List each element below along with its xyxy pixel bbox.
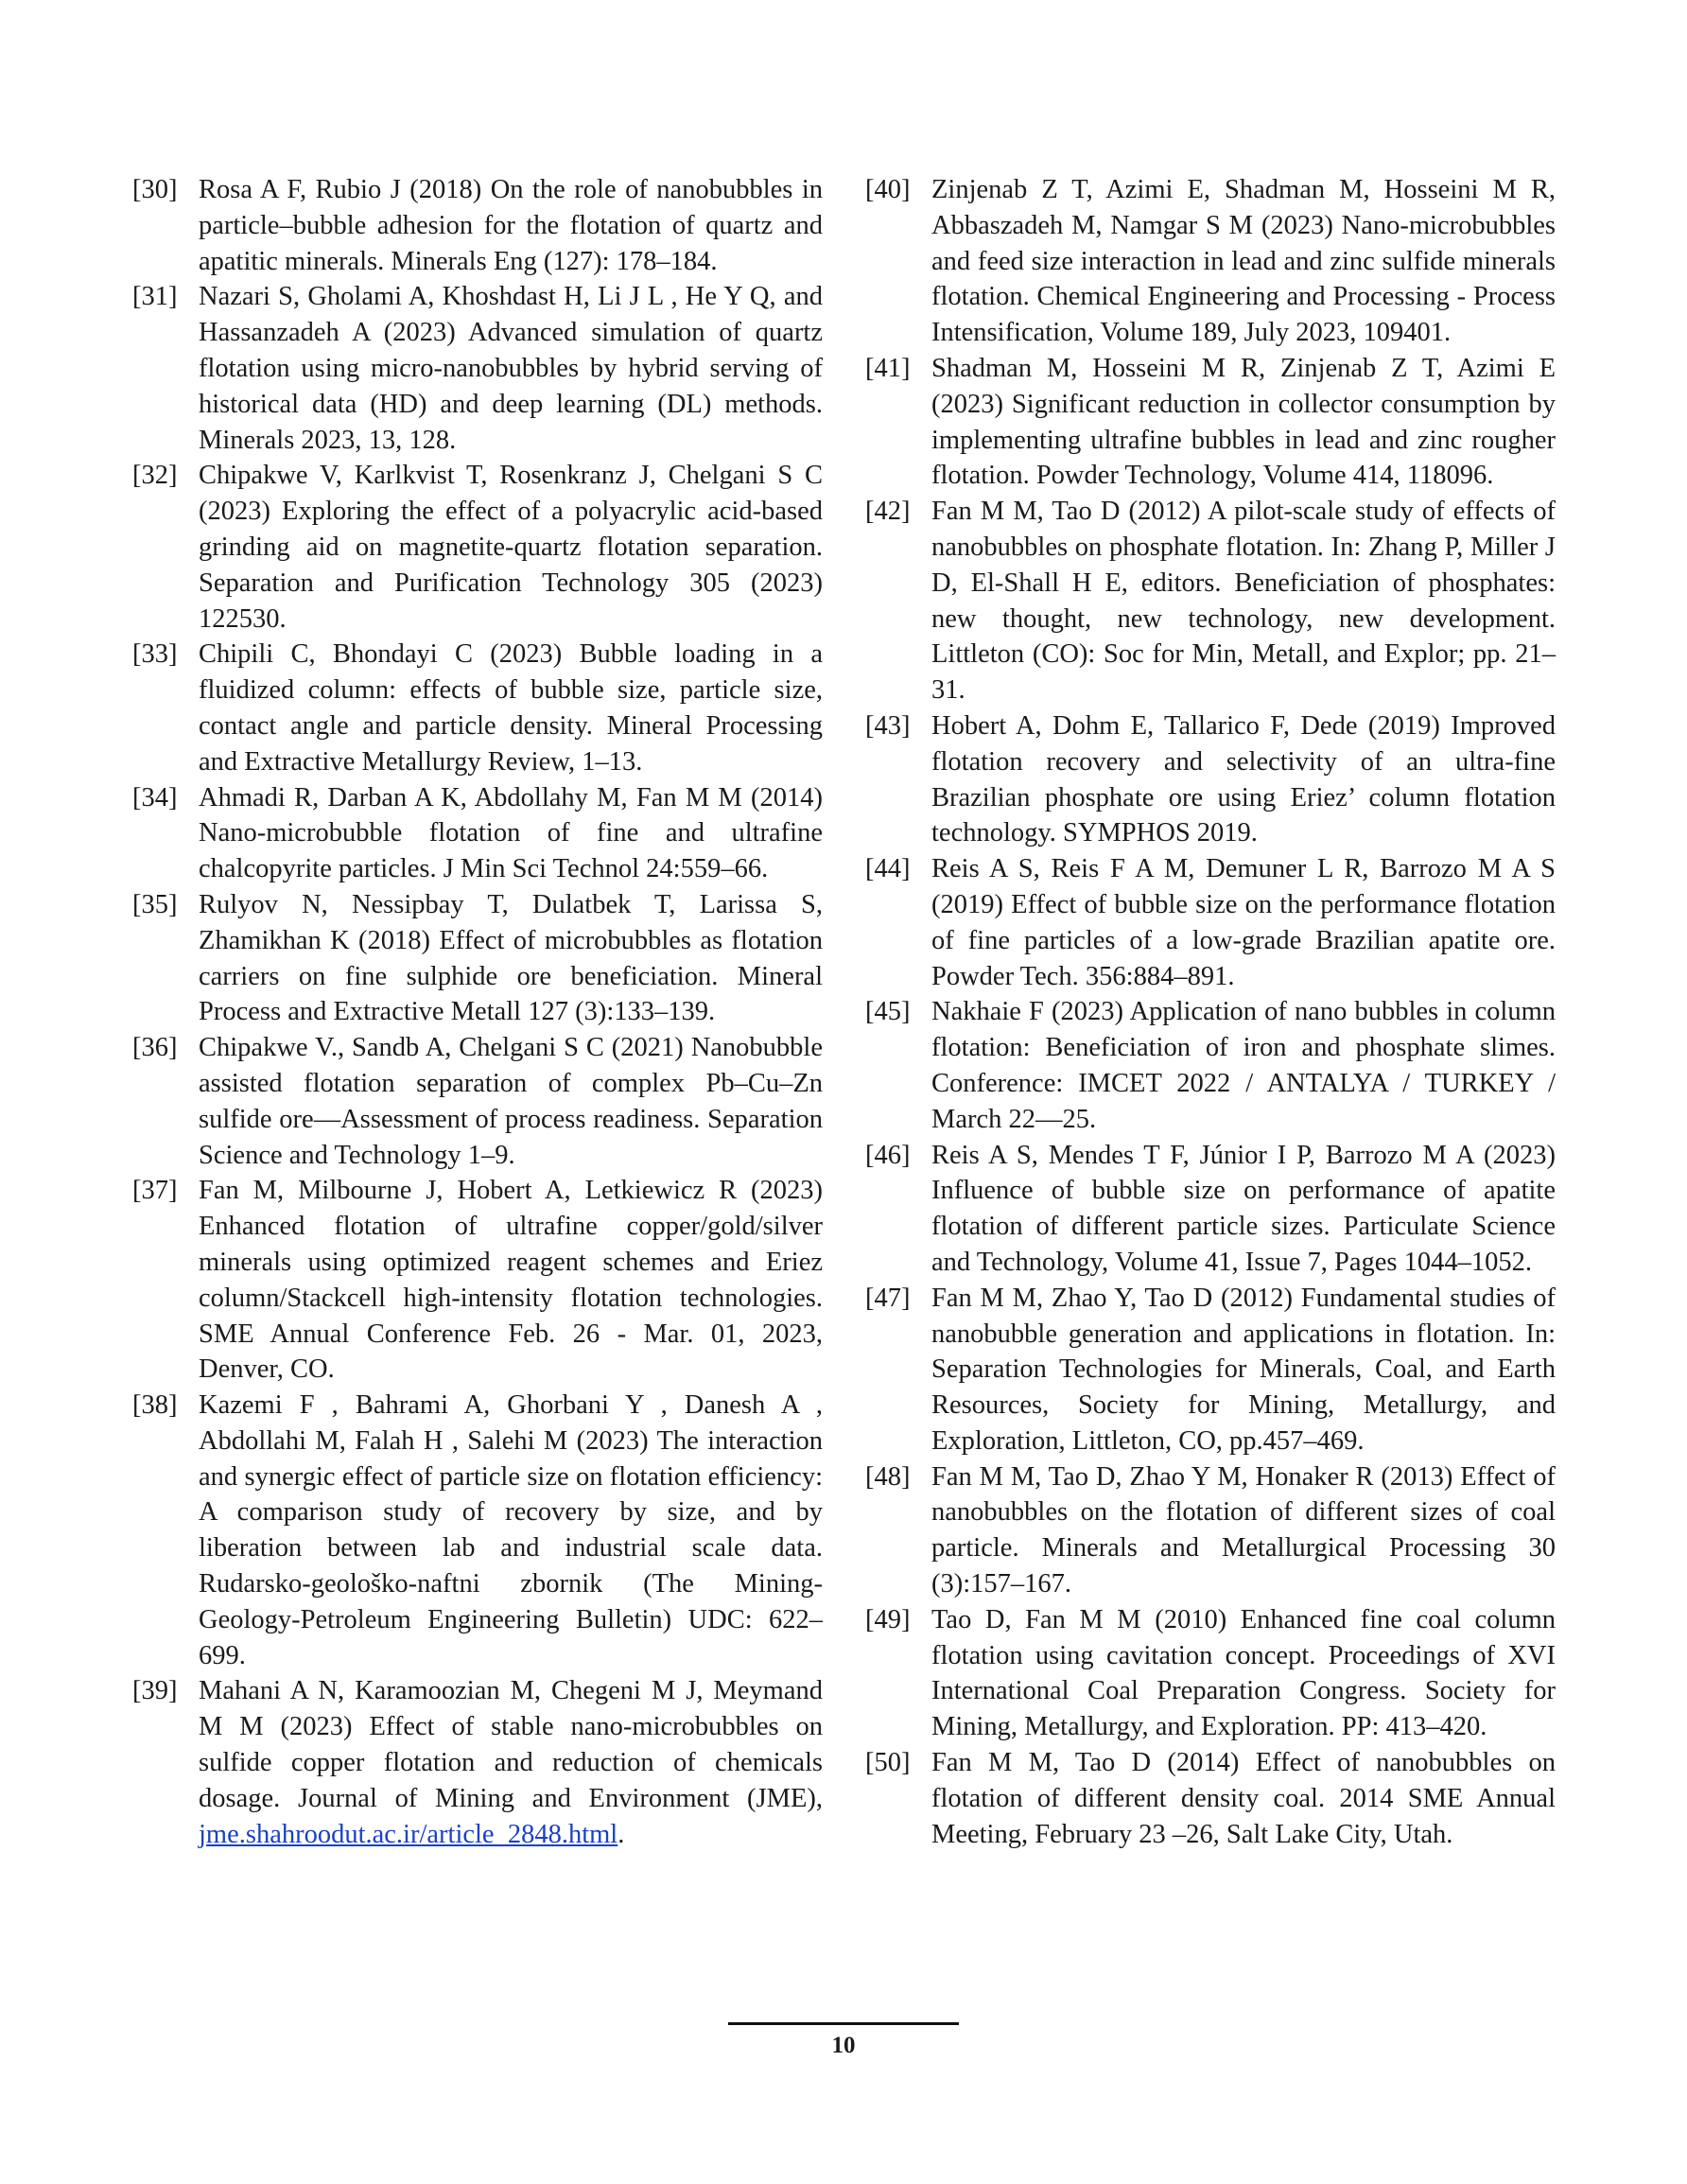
reference-link[interactable]: jme.shahroodut.ac.ir/article_2848.html (199, 1819, 618, 1849)
reference-number: [47] (865, 1283, 911, 1313)
page-number: 10 (831, 2033, 856, 2058)
reference-text: Fan M M, Tao D (2012) A pilot-scale study of effects of nanobubbles on phosphate flotation. In: Zhang P, Miller J D, El-Shall H E, editors. Beneficiation of phosphates: new thought, new technology, new development. Littleton (CO): Soc for Min, Metall, and Explor; pp. 21–31. (931, 497, 1556, 706)
reference-text: Fan M, Milbourne J, Hobert A, Letkiewicz R (2023) Enhanced flotation of ultrafine copper/gold/silver minerals using optimized reagent schemes and Eriez column/Stackcell high-intensity flotation technologies. SME Annual Conference Feb. 26 - Mar. 01, 2023, Denver, CO. (199, 1176, 823, 1385)
reference-number: [31] (132, 282, 178, 312)
reference-text: Kazemi F , Bahrami A, Ghorbani Y , Danesh A , Abdollahi M, Falah H , Salehi M (2023) The interaction and synergic effect of particle size on flotation efficiency: A comparison study of recovery by size, and by liberation between lab and industrial scale data. Rudarsko-geološko-naftni zbornik (The Mining-Geology-Petroleum Engineering Bulletin) UDC: 622–699. (199, 1390, 823, 1670)
reference-item (865, 1281, 1556, 1459)
reference-text: Ahmadi R, Darban A K, Abdollahy M, Fan M M (2014) Nano-microbubble flotation of fine and ultrafine chalcopyrite particles. J Min Sci Technol 24:559–66. (199, 782, 823, 884)
reference-item (865, 994, 1556, 1137)
reference-item (132, 1673, 823, 1852)
reference-text (199, 1673, 823, 1852)
reference-number: [39] (132, 1676, 178, 1706)
reference-item (865, 1602, 1556, 1745)
reference-text: Nazari S, Gholami A, Khoshdast H, Li J L , He Y Q, and Hassanzadeh A (2023) Advanced simulation of quartz flotation using micro-nanobubbles by hybrid serving of historical data (HD) and deep learning (DL) methods. Minerals 2023, 13, 128. (199, 282, 823, 455)
reference-item (132, 887, 823, 1030)
reference-item (132, 780, 823, 887)
reference-item (865, 351, 1556, 494)
reference-item (132, 1388, 823, 1673)
reference-number: [37] (132, 1176, 178, 1206)
reference-number: [36] (132, 1033, 178, 1063)
reference-item (132, 1030, 823, 1173)
reference-text: Reis A S, Reis F A M, Demuner L R, Barrozo M A S (2019) Effect of bubble size on the performance flotation of fine particles of a low-grade Brazilian apatite ore. Powder Tech. 356:884–891. (931, 854, 1556, 991)
reference-text: Fan M M, Tao D (2014) Effect of nanobubbles on flotation of different density coal. 2014 SME Annual Meeting, February 23 –26, Salt Lake City, Utah. (931, 1748, 1556, 1849)
reference-item (865, 494, 1556, 708)
reference-item (132, 279, 823, 458)
reference-item (865, 851, 1556, 994)
reference-number: [48] (865, 1461, 911, 1492)
reference-number: [33] (132, 639, 178, 670)
reference-text: Fan M M, Tao D, Zhao Y M, Honaker R (2013) Effect of nanobubbles on the flotation of different sizes of coal particle. Minerals and Metallurgical Processing 30 (3):157–167. (931, 1461, 1556, 1599)
reference-text: Fan M M, Zhao Y, Tao D (2012) Fundamental studies of nanobubble generation and applications in flotation. In: Separation Technologies for Minerals, Coal, and Earth Resources, Society for Mining, Metallurgy, and Exploration, Littleton, CO, pp.457–469. (931, 1283, 1556, 1456)
reference-item (132, 1173, 823, 1388)
reference-item (132, 458, 823, 637)
reference-number: [40] (865, 175, 911, 204)
reference-number: [35] (132, 889, 178, 919)
reference-number: [44] (865, 854, 911, 884)
reference-item (865, 708, 1556, 851)
reference-text: Tao D, Fan M M (2010) Enhanced fine coal column flotation using cavitation concept. Proceedings of XVI International Coal Preparation Congress. Society for Mining, Metallurgy, and Exploration. PP: 413–420. (931, 1604, 1556, 1742)
reference-text: Hobert A, Dohm E, Tallarico F, Dede (2019) Improved flotation recovery and selectivity of an ultra-fine Brazilian phosphate ore using Eriez’ column flotation technology. SYMPHOS 2019. (931, 710, 1556, 848)
reference-text: Nakhaie F (2023) Application of nano bubbles in column flotation: Beneficiation of iron and phosphate slimes. Conference: IMCET 2022 / ANTALYA / TURKEY / March 22—25. (931, 997, 1556, 1134)
reference-item (865, 1459, 1556, 1602)
references-column-right (865, 172, 1556, 1852)
reference-text-body: Mahani A N, Karamoozian M, Chegeni M J, Meymand M M (2023) Effect of stable nano-microbubbles on sulfide copper flotation and reduction of chemicals dosage. Journal of Mining and Environment (JME), (199, 1676, 823, 1813)
reference-text: Chipakwe V, Karlkvist T, Rosenkranz J, Chelgani S C (2023) Exploring the effect of a polyacrylic acid-based grinding aid on magnetite-quartz flotation separation. Separation and Purification Technology 305 (2023) 122530. (199, 461, 823, 634)
reference-text: Shadman M, Hosseini M R, Zinjenab Z T, Azimi E (2023) Significant reduction in collector consumption by implementing ultrafine bubbles in lead and zinc rougher flotation. Powder Technology, Volume 414, 118096. (931, 353, 1556, 491)
reference-text: Chipakwe V., Sandb A, Chelgani S C (2021) Nanobubble assisted flotation separation of complex Pb–Cu–Zn sulfide ore—Assessment of process readiness. Separation Science and Technology 1–9. (199, 1033, 823, 1170)
reference-text: Rosa A F, Rubio J (2018) On the role of nanobubbles in particle–bubble adhesion for the flotation of quartz and apatitic minerals. Minerals Eng (127): 178–184. (199, 175, 823, 276)
reference-item (865, 172, 1556, 351)
reference-number: [41] (865, 353, 911, 383)
reference-item (865, 1138, 1556, 1281)
reference-number: [46] (865, 1140, 911, 1170)
reference-number: [50] (865, 1748, 911, 1778)
reference-text: Chipili C, Bhondayi C (2023) Bubble loading in a fluidized column: effects of bubble size, particle size, contact angle and particle density. Mineral Processing and Extractive Metallurgy Review, 1–13. (199, 639, 823, 777)
reference-number: [38] (132, 1390, 178, 1421)
reference-number: [49] (865, 1604, 911, 1634)
reference-number: [34] (132, 782, 178, 812)
reference-text-tail: . (617, 1819, 625, 1849)
reference-item (865, 1745, 1556, 1852)
reference-item (132, 172, 823, 279)
reference-number: [30] (132, 175, 178, 204)
reference-number: [42] (865, 497, 911, 527)
reference-item (132, 637, 823, 779)
reference-number: [43] (865, 710, 911, 741)
reference-text: Rulyov N, Nessipbay T, Dulatbek T, Larissa S, Zhamikhan K (2018) Effect of microbubbles as flotation carriers on fine sulphide ore beneficiation. Mineral Process and Extractive Metall 127 (3):133–139. (199, 889, 823, 1027)
reference-number: [32] (132, 461, 178, 491)
references-column-left (132, 172, 823, 1852)
reference-text: Reis A S, Mendes T F, Júnior I P, Barrozo M A (2023) Influence of bubble size on performance of apatite flotation of different particle sizes. Particulate Science and Technology, Volume 41, Issue 7, Pages 1044–1052. (931, 1140, 1556, 1277)
reference-number: [45] (865, 997, 911, 1027)
footer-divider (728, 2022, 959, 2025)
reference-text: Zinjenab Z T, Azimi E, Shadman M, Hosseini M R, Abbaszadeh M, Namgar S M (2023) Nano-microbubbles and feed size interaction in lead and zinc sulfide minerals flotation. Chemical Engineering and Processing - Process Intensification, Volume 189, July 2023, 109401. (931, 175, 1556, 348)
